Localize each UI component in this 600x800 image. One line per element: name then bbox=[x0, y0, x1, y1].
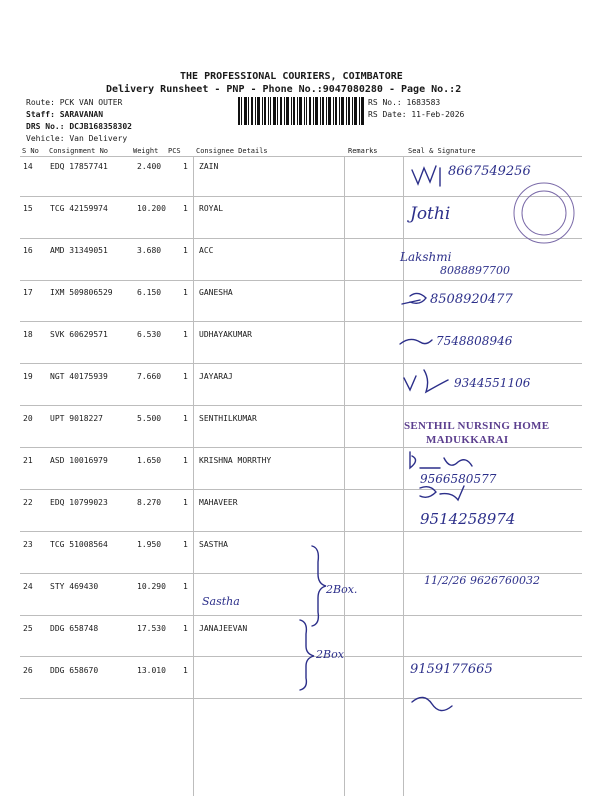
handwritten-phone: 8508920477 bbox=[430, 292, 513, 307]
handwritten-signature: Jothi bbox=[410, 204, 451, 224]
cell-consignee: MAHAVEER bbox=[199, 498, 238, 507]
cell-consignee: ZAIN bbox=[199, 162, 219, 171]
handwritten-phone: 9344551106 bbox=[454, 376, 531, 390]
col-remarks: Remarks bbox=[348, 147, 378, 155]
cell-weight: 8.270 bbox=[137, 498, 162, 507]
nursing-home-stamp-line1: SENTHIL NURSING HOME bbox=[404, 420, 550, 432]
cell-weight: 3.680 bbox=[137, 246, 162, 255]
cell-weight: 10.290 bbox=[137, 582, 166, 591]
col-consignee: Consignee Details bbox=[196, 147, 268, 155]
cell-sno: 24 bbox=[23, 582, 33, 591]
cell-consignment: EDQ 10799023 bbox=[50, 498, 108, 507]
rs-date: RS Date: 11-Feb-2026 bbox=[368, 110, 465, 119]
cell-consignee: GANESHA bbox=[199, 288, 233, 297]
col-pcs: PCS bbox=[168, 147, 181, 155]
cell-pcs: 1 bbox=[183, 162, 188, 171]
cell-sno: 18 bbox=[23, 330, 33, 339]
cell-consignment: NGT 40175939 bbox=[50, 372, 108, 381]
cell-weight: 6.530 bbox=[137, 330, 162, 339]
cell-pcs: 1 bbox=[183, 456, 188, 465]
cell-sno: 19 bbox=[23, 372, 33, 381]
handwritten-date: 11/2/26 bbox=[424, 574, 467, 587]
cell-weight: 17.530 bbox=[137, 624, 166, 633]
cell-consignment: DDG 658748 bbox=[50, 624, 99, 633]
handwritten-box-count: 2Box. bbox=[326, 583, 358, 596]
cell-weight: 1.950 bbox=[137, 540, 162, 549]
cell-sno: 15 bbox=[23, 204, 33, 213]
col-sno: S No bbox=[22, 147, 39, 155]
cell-pcs: 1 bbox=[183, 540, 188, 549]
handwritten-signature: Lakshmi bbox=[400, 250, 452, 264]
cell-pcs: 1 bbox=[183, 666, 188, 675]
handwritten-phone: 9514258974 bbox=[420, 510, 516, 528]
cell-consignee: SENTHILKUMAR bbox=[199, 414, 257, 423]
cell-sno: 20 bbox=[23, 414, 33, 423]
cell-weight: 1.650 bbox=[137, 456, 162, 465]
cell-weight: 2.400 bbox=[137, 162, 162, 171]
cell-consignment: EDQ 17857741 bbox=[50, 162, 108, 171]
cell-pcs: 1 bbox=[183, 582, 188, 591]
cell-weight: 13.010 bbox=[137, 666, 166, 675]
cell-sno: 17 bbox=[23, 288, 33, 297]
cell-sno: 21 bbox=[23, 456, 33, 465]
cell-pcs: 1 bbox=[183, 288, 188, 297]
cell-sno: 16 bbox=[23, 246, 33, 255]
cell-consignee: JANAJEEVAN bbox=[199, 624, 248, 633]
cell-pcs: 1 bbox=[183, 414, 188, 423]
cell-consignment: STY 469430 bbox=[50, 582, 99, 591]
cell-pcs: 1 bbox=[183, 330, 188, 339]
cell-weight: 6.150 bbox=[137, 288, 162, 297]
nursing-home-stamp-line2: MADUKKARAI bbox=[426, 434, 509, 446]
cell-consignment: ASD 10016979 bbox=[50, 456, 108, 465]
cell-consignment: TCG 51008564 bbox=[50, 540, 108, 549]
handwritten-phone: 9159177665 bbox=[410, 662, 493, 677]
cell-consignee: KRISHNA MORRTHY bbox=[199, 456, 272, 465]
handwritten-phone: 8667549256 bbox=[448, 164, 531, 179]
cell-consignment: AMD 31349051 bbox=[50, 246, 108, 255]
cell-consignee: UDHAYAKUMAR bbox=[199, 330, 252, 339]
handwritten-phone: 9626760032 bbox=[470, 574, 540, 587]
cell-consignment: IXM 509806529 bbox=[50, 288, 113, 297]
cell-consignee: ACC bbox=[199, 246, 214, 255]
handwritten-phone: 8088897700 bbox=[440, 264, 510, 277]
cell-consignment: UPT 9018227 bbox=[50, 414, 103, 423]
cell-weight: 10.200 bbox=[137, 204, 166, 213]
cell-consignment: TCG 42159974 bbox=[50, 204, 108, 213]
cell-weight: 7.660 bbox=[137, 372, 162, 381]
cell-sno: 22 bbox=[23, 498, 33, 507]
cell-pcs: 1 bbox=[183, 624, 188, 633]
handwritten-phone: 7548808946 bbox=[436, 334, 513, 348]
handwritten-phone: 9566580577 bbox=[420, 472, 497, 486]
col-weight: Weight bbox=[133, 147, 159, 155]
cell-consignee: SASTHA bbox=[199, 540, 228, 549]
col-consignment: Consignment No bbox=[49, 147, 109, 155]
vehicle-label: Vehicle: Van Delivery bbox=[26, 134, 128, 143]
cell-sno: 25 bbox=[23, 624, 33, 633]
cell-pcs: 1 bbox=[183, 372, 188, 381]
cell-pcs: 1 bbox=[183, 498, 188, 507]
handwritten-box-count: 2Box bbox=[316, 648, 344, 661]
cell-consignment: DDG 658670 bbox=[50, 666, 99, 675]
handwritten-remark: Sastha bbox=[202, 595, 240, 608]
rs-number: RS No.: 1683583 bbox=[368, 98, 441, 107]
cell-weight: 5.500 bbox=[137, 414, 162, 423]
runsheet-subtitle: Delivery Runsheet - PNP - Phone No.:9047080280 - Page No.:2 bbox=[106, 84, 462, 95]
company-title: THE PROFESSIONAL COURIERS, COIMBATORE bbox=[180, 71, 403, 82]
route-label: Route: PCK VAN OUTER bbox=[26, 98, 123, 107]
cell-sno: 14 bbox=[23, 162, 33, 171]
col-seal: Seal & Signature bbox=[408, 147, 476, 155]
cell-sno: 23 bbox=[23, 540, 33, 549]
cell-sno: 26 bbox=[23, 666, 33, 675]
cell-consignment: SVK 60629571 bbox=[50, 330, 108, 339]
cell-consignee: JAYARAJ bbox=[199, 372, 233, 381]
drs-label: DRS No.: DCJB168358302 bbox=[26, 122, 132, 131]
cell-pcs: 1 bbox=[183, 204, 188, 213]
staff-label: Staff: SARAVANAN bbox=[26, 110, 104, 119]
cell-pcs: 1 bbox=[183, 246, 188, 255]
cell-consignee: ROYAL bbox=[199, 204, 224, 213]
